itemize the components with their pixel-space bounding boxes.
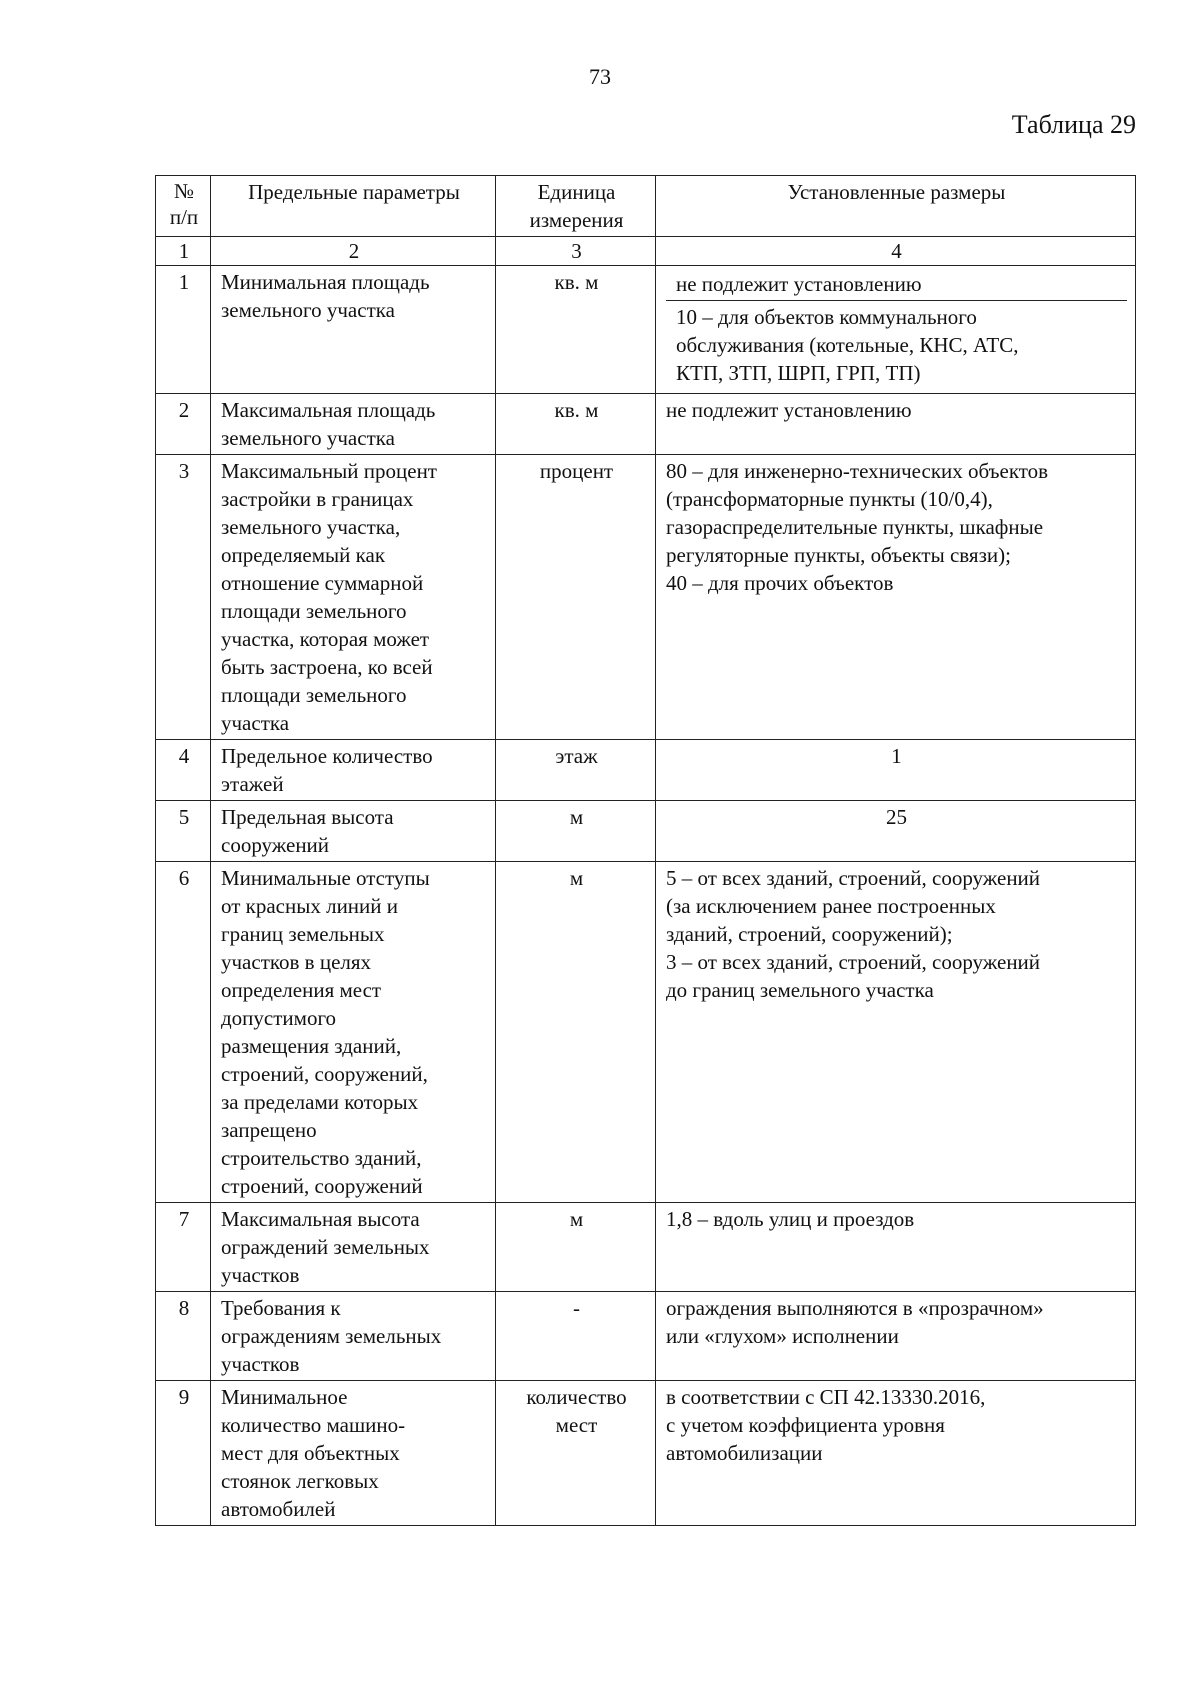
row-number: 7 bbox=[156, 1203, 211, 1292]
param-cell-line: ограждений земельных bbox=[221, 1235, 430, 1259]
column-index: 2 bbox=[211, 237, 496, 266]
param-cell-line: быть застроена, ко всей bbox=[221, 655, 433, 679]
size-cell-line: КТП, ЗТП, ШРП, ГРП, ТП) bbox=[676, 361, 921, 385]
param-cell bbox=[211, 394, 496, 455]
table-row bbox=[156, 862, 1136, 1203]
row-number: 1 bbox=[156, 266, 211, 394]
unit-cell-line: мест bbox=[555, 1413, 598, 1437]
param-cell-line: площади земельного bbox=[221, 683, 407, 707]
table-caption: Таблица 29 bbox=[1011, 110, 1136, 139]
param-cell-line: Минимальные отступы bbox=[221, 866, 430, 890]
unit-cell-line: - bbox=[573, 1296, 580, 1320]
size-cell-line: 3 – от всех зданий, строений, сооружений bbox=[666, 950, 1041, 974]
param-cell bbox=[211, 1381, 496, 1526]
row-number: 6 bbox=[156, 862, 211, 1203]
column-index: 1 bbox=[156, 237, 211, 266]
param-cell-line: участков bbox=[221, 1263, 300, 1287]
column-index-row bbox=[156, 237, 1136, 266]
size-cell bbox=[656, 1203, 1136, 1292]
table-row bbox=[156, 801, 1136, 862]
param-cell-line: земельного участка bbox=[221, 298, 395, 322]
size-cell-line: (за исключением ранее построенных bbox=[666, 894, 996, 918]
unit-cell-line: м bbox=[569, 805, 584, 829]
param-cell-line: Минимальная площадь bbox=[221, 270, 430, 294]
param-cell-line: отношение суммарной bbox=[221, 571, 424, 595]
table-row bbox=[156, 740, 1136, 801]
size-cell-line: 40 – для прочих объектов bbox=[666, 571, 894, 595]
param-cell-line: за пределами которых bbox=[221, 1090, 419, 1114]
size-cell bbox=[656, 862, 1136, 1203]
size-cell-line: регуляторные пункты, объекты связи); bbox=[666, 543, 1011, 567]
param-cell-line: Максимальная площадь bbox=[221, 398, 436, 422]
size-cell-line: не подлежит установлению bbox=[676, 272, 922, 296]
header-param: Предельные параметры bbox=[211, 176, 496, 237]
header-size: Установленные размеры bbox=[656, 176, 1136, 237]
unit-cell bbox=[496, 266, 656, 394]
unit-cell-line: процент bbox=[539, 459, 614, 483]
param-cell-line: участков bbox=[221, 1352, 300, 1376]
unit-cell bbox=[496, 394, 656, 455]
size-cell-line: с учетом коэффициента уровня bbox=[666, 1413, 945, 1437]
param-cell-line: определения мест bbox=[221, 978, 382, 1002]
param-cell-line: автомобилей bbox=[221, 1497, 336, 1521]
row-number: 3 bbox=[156, 455, 211, 740]
size-cell-line: газораспределительные пункты, шкафные bbox=[666, 515, 1044, 539]
unit-cell-line: этаж bbox=[555, 744, 598, 768]
size-cell-line: обслуживания (котельные, КНС, АТС, bbox=[676, 333, 1019, 357]
unit-cell-line: м bbox=[569, 1207, 584, 1231]
param-cell bbox=[211, 862, 496, 1203]
param-cell-line: Максимальная высота bbox=[221, 1207, 420, 1231]
param-cell-line: определяемый как bbox=[221, 543, 386, 567]
param-cell-line: Требования к bbox=[221, 1296, 341, 1320]
header-num: № п/п bbox=[156, 176, 211, 237]
size-cell-line: до границ земельного участка bbox=[666, 978, 934, 1002]
size-cell-line: зданий, строений, сооружений); bbox=[666, 922, 953, 946]
param-cell bbox=[211, 801, 496, 862]
param-cell-line: участков в целях bbox=[221, 950, 372, 974]
row-number: 8 bbox=[156, 1292, 211, 1381]
row-number: 5 bbox=[156, 801, 211, 862]
param-cell-line: застройки в границах bbox=[221, 487, 414, 511]
param-cell-line: ограждениям земельных bbox=[221, 1324, 442, 1348]
size-cell bbox=[656, 740, 1136, 801]
param-cell-line: запрещено bbox=[221, 1118, 317, 1142]
unit-cell-line: кв. м bbox=[554, 270, 599, 294]
param-cell-line: границ земельных bbox=[221, 922, 385, 946]
param-cell bbox=[211, 266, 496, 394]
param-cell-line: размещения зданий, bbox=[221, 1034, 402, 1058]
param-cell-line: участка, которая может bbox=[221, 627, 430, 651]
size-subcell bbox=[666, 268, 1127, 301]
column-index: 3 bbox=[496, 237, 656, 266]
unit-cell-line: м bbox=[569, 866, 584, 890]
unit-cell bbox=[496, 1381, 656, 1526]
table-row bbox=[156, 1292, 1136, 1381]
param-cell-line: Предельная высота bbox=[221, 805, 394, 829]
row-number: 4 bbox=[156, 740, 211, 801]
unit-cell bbox=[496, 1203, 656, 1292]
table-row bbox=[156, 1203, 1136, 1292]
param-cell bbox=[211, 1292, 496, 1381]
param-cell-line: строений, сооружений bbox=[221, 1174, 423, 1198]
param-cell-line: земельного участка, bbox=[221, 515, 401, 539]
size-cell-line: в соответствии с СП 42.13330.2016, bbox=[666, 1385, 986, 1409]
unit-cell-line: количество bbox=[526, 1385, 627, 1409]
param-cell-line: площади земельного bbox=[221, 599, 407, 623]
table-header-row bbox=[156, 176, 1136, 237]
size-cell bbox=[656, 1292, 1136, 1381]
size-cell-line: 25 bbox=[886, 805, 907, 829]
unit-cell bbox=[496, 1292, 656, 1381]
param-cell-line: строительство зданий, bbox=[221, 1146, 422, 1170]
size-cell-line: 5 – от всех зданий, строений, сооружений bbox=[666, 866, 1041, 890]
size-cell bbox=[656, 801, 1136, 862]
size-cell-line: не подлежит установлению bbox=[666, 398, 912, 422]
unit-cell bbox=[496, 801, 656, 862]
param-cell-line: сооружений bbox=[221, 833, 330, 857]
unit-cell-line: кв. м bbox=[554, 398, 599, 422]
header-unit: Единица измерения bbox=[496, 176, 656, 237]
table-row bbox=[156, 455, 1136, 740]
param-cell bbox=[211, 740, 496, 801]
param-cell bbox=[211, 455, 496, 740]
table-row bbox=[156, 1381, 1136, 1526]
size-cell bbox=[656, 455, 1136, 740]
param-cell-line: Минимальное bbox=[221, 1385, 348, 1409]
param-cell-line: Максимальный процент bbox=[221, 459, 437, 483]
unit-cell bbox=[496, 740, 656, 801]
size-cell-line: ограждения выполняются в «прозрачном» bbox=[666, 1296, 1044, 1320]
param-cell-line: от красных линий и bbox=[221, 894, 399, 918]
size-cell-line: 1 bbox=[891, 744, 902, 768]
size-cell-line: 10 – для объектов коммунального bbox=[676, 305, 977, 329]
table-row bbox=[156, 394, 1136, 455]
size-subcell bbox=[666, 301, 1127, 391]
size-cell-line: или «глухом» исполнении bbox=[666, 1324, 899, 1348]
table-row bbox=[156, 266, 1136, 394]
parameters-table bbox=[155, 175, 1136, 1526]
column-index: 4 bbox=[656, 237, 1136, 266]
param-cell-line: стоянок легковых bbox=[221, 1469, 379, 1493]
unit-cell bbox=[496, 862, 656, 1203]
row-number: 9 bbox=[156, 1381, 211, 1526]
unit-cell bbox=[496, 455, 656, 740]
param-cell-line: земельного участка bbox=[221, 426, 395, 450]
size-cell bbox=[656, 266, 1136, 394]
param-cell-line: строений, сооружений, bbox=[221, 1062, 428, 1086]
size-cell-line: 80 – для инженерно-технических объектов bbox=[666, 459, 1049, 483]
param-cell-line: количество машино- bbox=[221, 1413, 406, 1437]
size-cell-line: (трансформаторные пункты (10/0,4), bbox=[666, 487, 993, 511]
param-cell bbox=[211, 1203, 496, 1292]
page-number: 73 bbox=[589, 64, 611, 89]
size-cell bbox=[656, 1381, 1136, 1526]
size-cell bbox=[656, 394, 1136, 455]
row-number: 2 bbox=[156, 394, 211, 455]
param-cell-line: допустимого bbox=[221, 1006, 337, 1030]
param-cell-line: участка bbox=[221, 711, 290, 735]
param-cell-line: мест для объектных bbox=[221, 1441, 400, 1465]
param-cell-line: этажей bbox=[221, 772, 284, 796]
param-cell-line: Предельное количество bbox=[221, 744, 433, 768]
size-cell-line: автомобилизации bbox=[666, 1441, 823, 1465]
size-cell-line: 1,8 – вдоль улиц и проездов bbox=[666, 1207, 915, 1231]
